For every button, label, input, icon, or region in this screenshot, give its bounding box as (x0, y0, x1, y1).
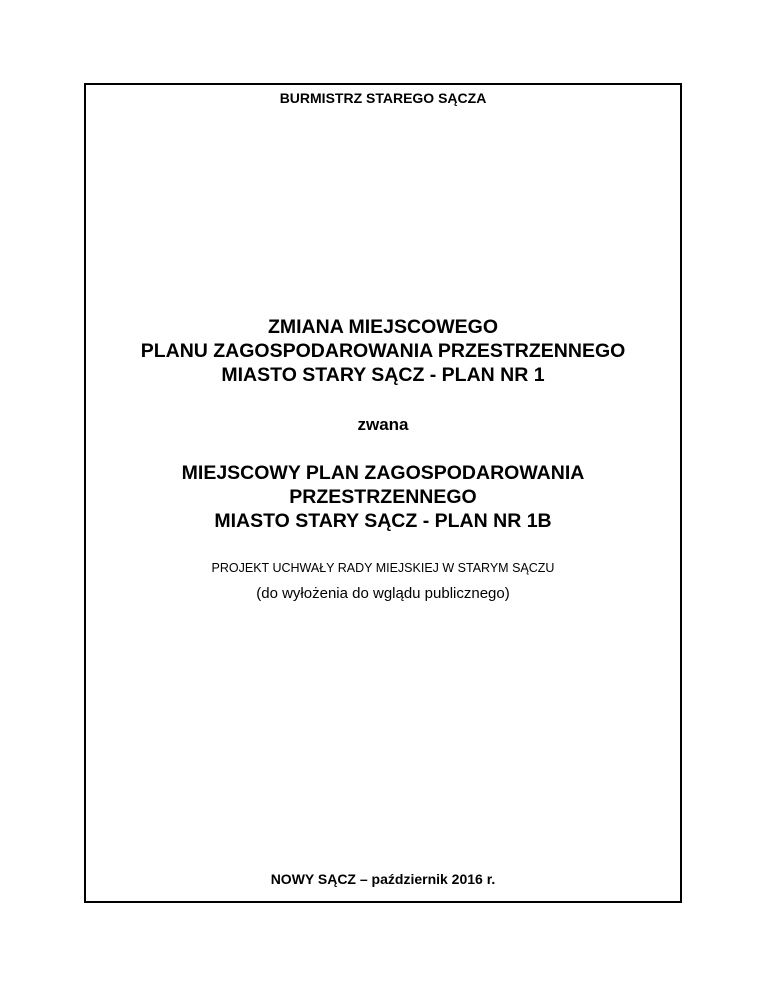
plan-title-line-3: MIASTO STARY SĄCZ - PLAN NR 1B (214, 510, 552, 532)
connector-text: zwana (357, 415, 409, 434)
plan-title-line-1: MIEJSCOWY PLAN ZAGOSPODAROWANIA (181, 462, 585, 484)
project-note: PROJEKT UCHWAŁY RADY MIEJSKIEJ W STARYM SĄCZU (211, 561, 555, 575)
main-title-line-2: PLANU ZAGOSPODAROWANIA PRZESTRZENNEGO (140, 340, 626, 362)
main-title (86, 315, 680, 387)
place-and-date: NOWY SĄCZ – październik 2016 r. (270, 871, 496, 887)
plan-title-line-2: PRZESTRZENNEGO (289, 486, 477, 508)
issuing-authority: BURMISTRZ STAREGO SĄCZA (279, 90, 487, 106)
main-title-line-3: MIASTO STARY SĄCZ - PLAN NR 1 (221, 364, 545, 386)
document-frame (84, 83, 682, 903)
main-title-line-1: ZMIANA MIEJSCOWEGO (267, 316, 499, 338)
plan-title (86, 461, 680, 533)
purpose-note: (do wyłożenia do wglądu publicznego) (256, 585, 510, 602)
